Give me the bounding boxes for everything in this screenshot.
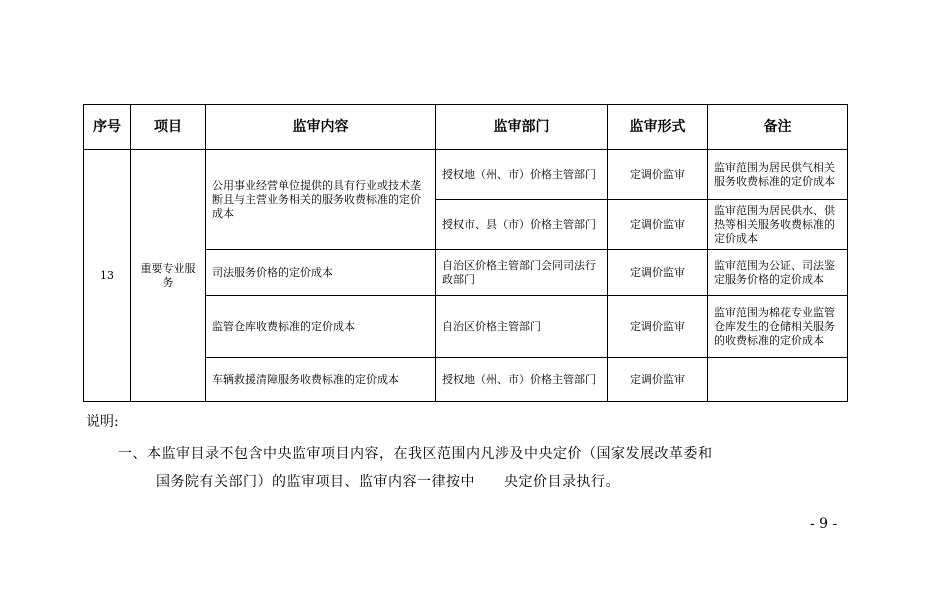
remark-cell: 监审范围为居民供气相关服务收费标准的定价成本 [708, 150, 848, 200]
serial-number-cell: 13 [84, 150, 131, 402]
audit-department-cell: 自治区价格主管部门会同司法行政部门 [436, 250, 608, 296]
audit-form-cell: 定调价监审 [608, 358, 708, 402]
audit-form-cell: 定调价监审 [608, 200, 708, 250]
audit-content-cell: 公用事业经营单位提供的具有行业或技术垄断且与主营业务相关的服务收费标准的定价成本 [206, 150, 436, 250]
audit-department-cell: 授权地（州、市）价格主管部门 [436, 150, 608, 200]
pricing-audit-table [83, 104, 848, 402]
remark-cell: 监审范围为居民供水、供热等相关服务收费标准的定价成本 [708, 200, 848, 250]
note-item-1 [118, 440, 858, 496]
audit-content-cell: 监管仓库收费标准的定价成本 [206, 296, 436, 358]
header-remarks: 备注 [708, 105, 848, 150]
audit-content-cell: 司法服务价格的定价成本 [206, 250, 436, 296]
note-item-1-line-2: 国务院有关部门）的监审项目、监审内容一律按中 央定价目录执行。 [156, 474, 620, 490]
project-cell: 重要专业服务 [131, 150, 206, 402]
audit-department-cell: 授权地（州、市）价格主管部门 [436, 358, 608, 402]
audit-department-cell: 授权市、县（市）价格主管部门 [436, 200, 608, 250]
notes-label: 说明: [86, 414, 119, 430]
table-row [84, 150, 848, 200]
remark-cell: 监审范围为公证、司法鉴定服务价格的定价成本 [708, 250, 848, 296]
audit-department-cell: 自治区价格主管部门 [436, 296, 608, 358]
audit-form-cell: 定调价监审 [608, 250, 708, 296]
header-project: 项目 [131, 105, 206, 150]
audit-content-cell: 车辆救援清障服务收费标准的定价成本 [206, 358, 436, 402]
note-item-1-line-1: 一、本监审目录不包含中央监审项目内容，在我区范围内凡涉及中央定价（国家发展改革委和 [118, 446, 713, 462]
audit-form-cell: 定调价监审 [608, 150, 708, 200]
audit-form-cell: 定调价监审 [608, 296, 708, 358]
header-serial: 序号 [84, 105, 131, 150]
header-audit-form: 监审形式 [608, 105, 708, 150]
table-header-row [84, 105, 848, 150]
page-number: - 9 - [810, 516, 838, 532]
header-audit-department: 监审部门 [436, 105, 608, 150]
header-audit-content: 监审内容 [206, 105, 436, 150]
remark-cell: 监审范围为棉花专业监管仓库发生的仓储相关服务的收费标准的定价成本 [708, 296, 848, 358]
remark-cell [708, 358, 848, 402]
